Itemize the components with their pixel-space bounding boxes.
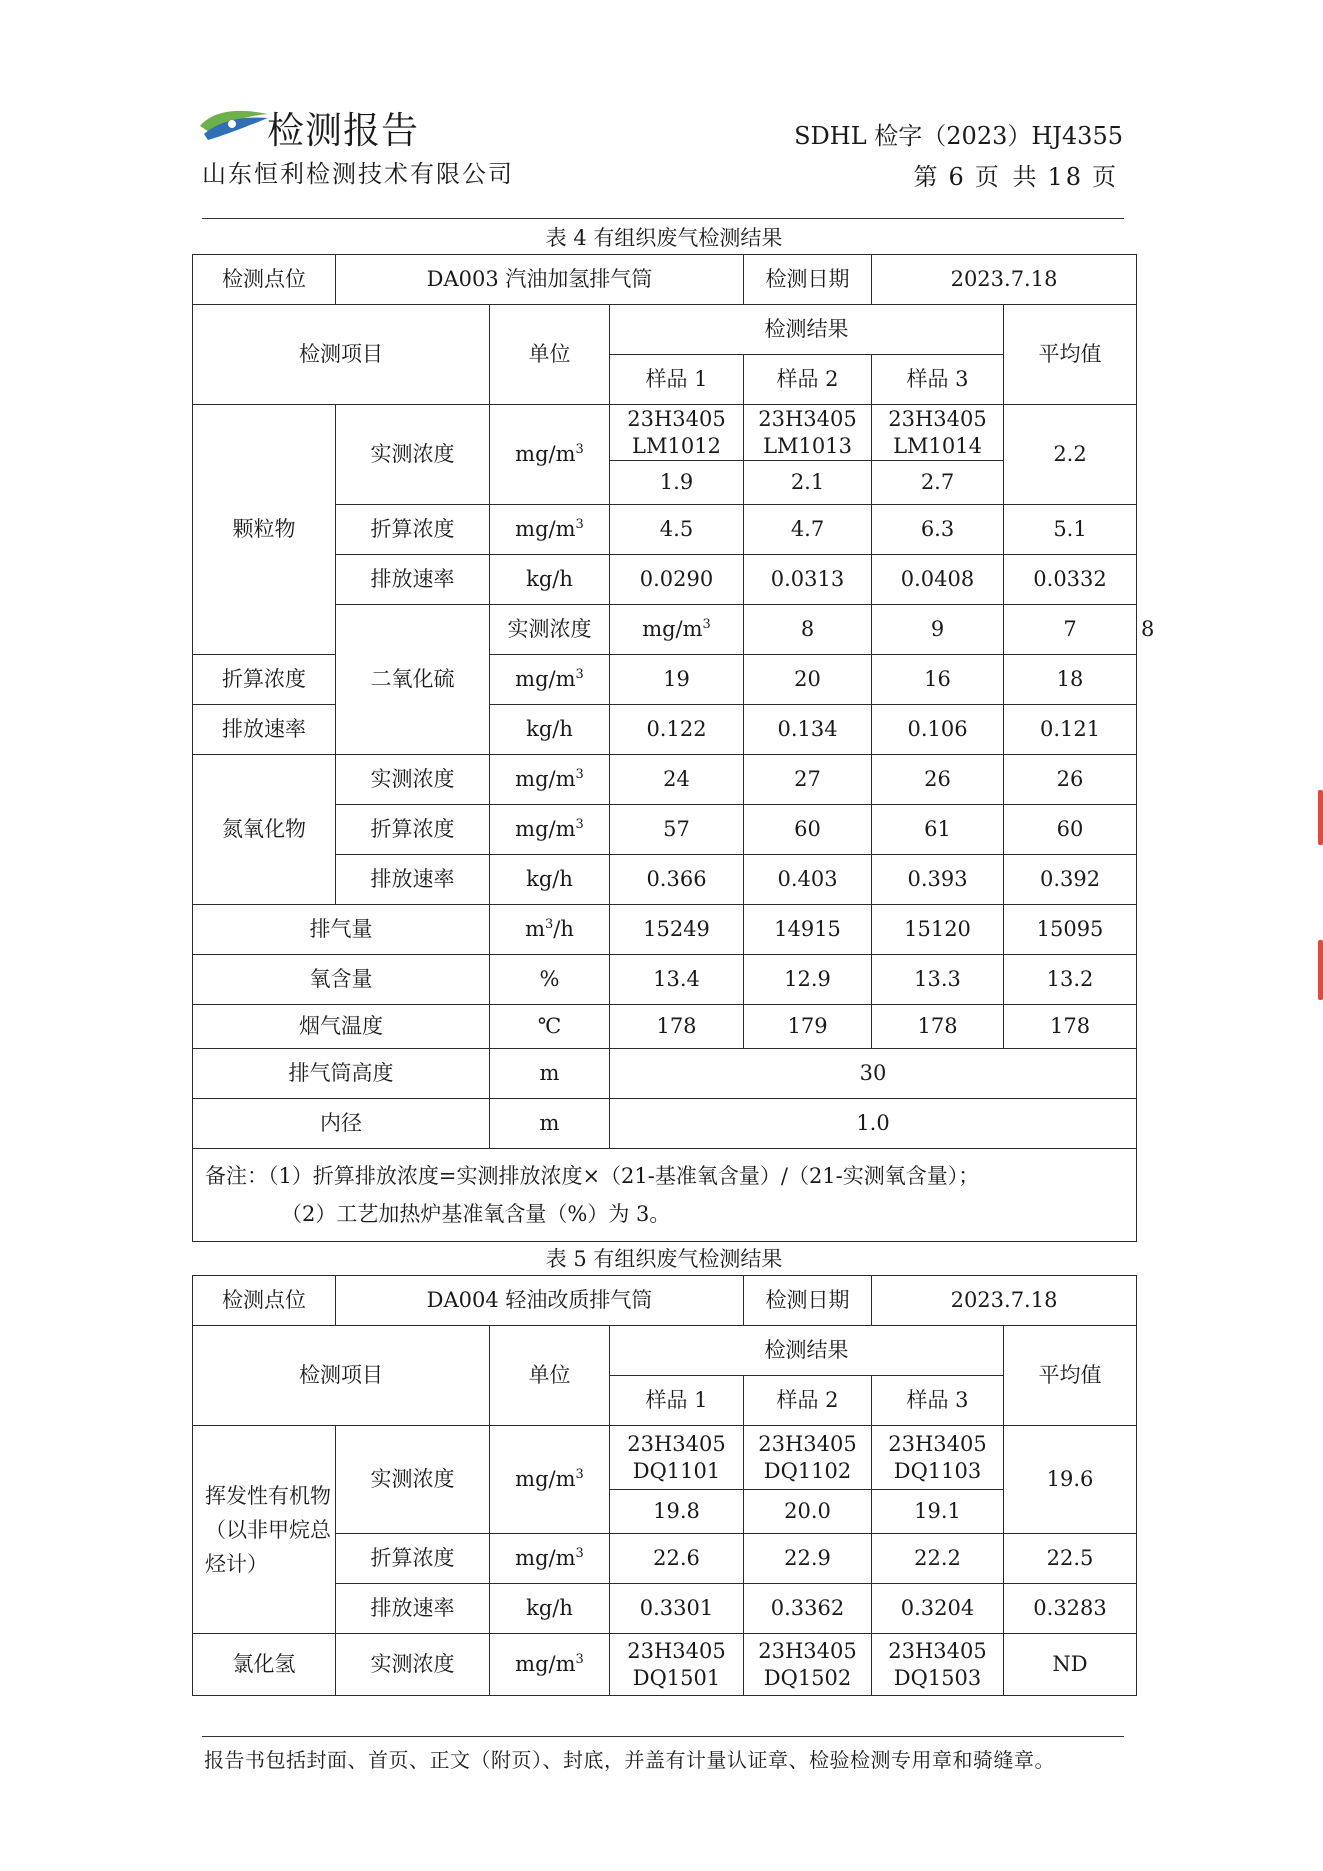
value-cell: 4.5: [610, 505, 744, 555]
label-avg: 平均值: [1004, 305, 1137, 405]
value-cell: 0.393: [872, 855, 1004, 905]
avg-cell: 0.392: [1004, 855, 1137, 905]
label-unit: 单位: [490, 1326, 610, 1426]
converted-label: 折算浓度: [336, 505, 490, 555]
table4: 检测点位 DA003 汽油加氢排气筒 检测日期 2023.7.18 检测项目 单位 检测结果 平均值 样品 1 样品 2 样品 3 颗粒物 实测浓度 $mg/m^3$ 23H3405 LM1012 23H3405 LM1013 23H3405 LM1014 2.2 1.9 2.1 2.7 折算浓度 $mg/m^3$ 4.5 4.7 6.3 5.1 排放速率 kg/h 0.0290 0.0313 0.0408 0.0332 二氧化硫 实测浓度 $mg/m^3$ 8 9 7 8 折算浓度 $mg/m^3$ 19 20 16 18 排放速率 kg/h 0.122 0.134 0.106 0.121 氮氧化物 实测浓度 $mg/m^3$ 24 27 26 26 折算浓度 $mg/m^3$ 57 60 61 60 排放速率 kg/h 0.366 0.403 0.393 0.392 排气量 $m^3/h$ 15249 14915 15120 15095 氧含量 % 13.4 12.9 13.3 13.2 烟气温度 ℃ 178 179 178 178 排气筒高度 m 30 内径 m 1.0 备注：（1）折算排放浓度=实测排放浓度×（21-基准氧含量）/（21-实测氧含量）； （2）工艺加热炉基准氧含量（%）为 3。: [192, 254, 1137, 1242]
page-total: 18: [1047, 163, 1084, 191]
temp-name: 烟气温度: [193, 1005, 490, 1049]
label-results: 检测结果: [610, 305, 1004, 355]
value-cell: 20: [744, 655, 872, 705]
rate-label: 排放速率: [193, 705, 336, 755]
unit-cell: m: [490, 1049, 610, 1099]
note-2: （2）工艺加热炉基准氧含量（%）为 3。: [281, 1202, 671, 1226]
avg-cell: 0.3283: [1004, 1584, 1137, 1634]
value-cell: 22.6: [610, 1534, 744, 1584]
table4-point-value: DA003 汽油加氢排气筒: [336, 255, 744, 305]
unit-cell: kg/h: [490, 705, 610, 755]
sample-code: 23H3405 LM1014: [872, 405, 1004, 461]
value-cell: 2.1: [744, 461, 872, 505]
value-cell: 60: [744, 805, 872, 855]
voc-name: 挥发性有机物（以非甲烷总烃计）: [193, 1426, 336, 1634]
sample-code: 23H3405 DQ1102: [744, 1426, 872, 1490]
value-cell: 0.0313: [744, 555, 872, 605]
table5-point-value: DA004 轻油改质排气筒: [336, 1276, 744, 1326]
company-logo-icon: [198, 104, 270, 144]
value-cell: 2.7: [872, 461, 1004, 505]
pm-measured-unit: $mg/m^3$: [490, 405, 610, 505]
unit-cell: ℃: [490, 1005, 610, 1049]
value-cell: 178: [872, 1005, 1004, 1049]
label-sample-2: 样品 2: [744, 355, 872, 405]
label-date: 检测日期: [744, 1276, 872, 1326]
table4-date-value: 2023.7.18: [872, 255, 1137, 305]
pm-measured-label: 实测浓度: [336, 405, 490, 505]
page-indicator: 第 6 页 共 18 页: [913, 163, 1119, 191]
value-cell: 19.1: [872, 1490, 1004, 1534]
value-cell: 0.122: [610, 705, 744, 755]
unit-cell: kg/h: [490, 1584, 610, 1634]
unit-cell: $mg/m^3$: [490, 805, 610, 855]
footer-divider: [202, 1736, 1124, 1737]
label-sample-1: 样品 1: [610, 355, 744, 405]
sample-code: 23H3405 DQ1103: [872, 1426, 1004, 1490]
report-number: SDHL 检字（2023）HJ4355: [794, 122, 1123, 150]
inner-diameter-name: 内径: [193, 1099, 490, 1149]
oxygen-name: 氧含量: [193, 955, 490, 1005]
note-1: （1）折算排放浓度=实测排放浓度×（21-基准氧含量）/（21-实测氧含量）；: [268, 1164, 980, 1188]
rate-label: 排放速率: [336, 555, 490, 605]
value-cell: 15249: [610, 905, 744, 955]
table4-caption: 表 4 有组织废气检测结果: [545, 226, 783, 250]
label-sample-3: 样品 3: [872, 355, 1004, 405]
stack-height-value: 30: [610, 1049, 1137, 1099]
converted-label: 折算浓度: [336, 1534, 490, 1584]
value-cell: 16: [872, 655, 1004, 705]
value-cell: 0.3204: [872, 1584, 1004, 1634]
voc-measured-unit: $mg/m^3$: [490, 1426, 610, 1534]
avg-cell: 0.121: [1004, 705, 1137, 755]
rate-label: 排放速率: [336, 855, 490, 905]
unit-cell: %: [490, 955, 610, 1005]
seam-stamp-mark: [1318, 790, 1323, 845]
avg-cell: 15095: [1004, 905, 1137, 955]
value-cell: 12.9: [744, 955, 872, 1005]
label-point: 检测点位: [193, 255, 336, 305]
label-item: 检测项目: [193, 305, 490, 405]
unit-cell: m: [490, 1099, 610, 1149]
nox-name: 氮氧化物: [193, 755, 336, 905]
flow-name: 排气量: [193, 905, 490, 955]
hcl-name: 氯化氢: [193, 1634, 336, 1696]
value-cell: 13.3: [872, 955, 1004, 1005]
unit-cell: kg/h: [490, 855, 610, 905]
value-cell: 22.9: [744, 1534, 872, 1584]
measured-label: 实测浓度: [336, 1634, 490, 1696]
rate-label: 排放速率: [336, 1584, 490, 1634]
label-point: 检测点位: [193, 1276, 336, 1326]
sample-code: 23H3405 DQ1501: [610, 1634, 744, 1696]
avg-cell: 178: [1004, 1005, 1137, 1049]
value-cell: 61: [872, 805, 1004, 855]
unit-cell: $mg/m^3$: [490, 755, 610, 805]
measured-label: 实测浓度: [336, 755, 490, 805]
label-item: 检测项目: [193, 1326, 490, 1426]
value-cell: 19: [610, 655, 744, 705]
stack-height-name: 排气筒高度: [193, 1049, 490, 1099]
label-avg: 平均值: [1004, 1326, 1137, 1426]
table5-caption: 表 5 有组织废气检测结果: [545, 1247, 783, 1271]
avg-cell: 60: [1004, 805, 1137, 855]
label-unit: 单位: [490, 305, 610, 405]
value-cell: 0.3301: [610, 1584, 744, 1634]
label-sample-3: 样品 3: [872, 1376, 1004, 1426]
company-name: 山东恒利检测技术有限公司: [202, 160, 514, 188]
so2-name: 二氧化硫: [336, 605, 490, 755]
unit-cell: $mg/m^3$: [610, 605, 744, 655]
value-cell: 7: [1004, 605, 1137, 655]
sample-code: 23H3405 DQ1502: [744, 1634, 872, 1696]
label-sample-2: 样品 2: [744, 1376, 872, 1426]
value-cell: 0.106: [872, 705, 1004, 755]
value-cell: 0.366: [610, 855, 744, 905]
value-cell: 0.403: [744, 855, 872, 905]
value-cell: 22.2: [872, 1534, 1004, 1584]
voc-measured-avg: 19.6: [1004, 1426, 1137, 1534]
value-cell: 0.3362: [744, 1584, 872, 1634]
voc-measured-label: 实测浓度: [336, 1426, 490, 1534]
converted-label: 折算浓度: [336, 805, 490, 855]
value-cell: 0.134: [744, 705, 872, 755]
avg-cell: 5.1: [1004, 505, 1137, 555]
value-cell: 27: [744, 755, 872, 805]
unit-cell: $mg/m^3$: [490, 1534, 610, 1584]
value-cell: 0.0290: [610, 555, 744, 605]
unit-cell: $mg/m^3$: [490, 1634, 610, 1696]
pm-measured-avg: 2.2: [1004, 405, 1137, 505]
unit-cell: $m^3/h$: [490, 905, 610, 955]
sample-code: 23H3405 LM1012: [610, 405, 744, 461]
converted-label: 折算浓度: [193, 655, 336, 705]
note-label: 备注：: [205, 1164, 268, 1188]
value-cell: 8: [744, 605, 872, 655]
avg-cell: 26: [1004, 755, 1137, 805]
label-date: 检测日期: [744, 255, 872, 305]
hcl-avg: ND: [1004, 1634, 1137, 1696]
value-cell: 26: [872, 755, 1004, 805]
avg-cell: 0.0332: [1004, 555, 1137, 605]
table5-date-value: 2023.7.18: [872, 1276, 1137, 1326]
header-divider: [202, 218, 1124, 219]
sample-code: 23H3405 DQ1503: [872, 1634, 1004, 1696]
value-cell: 4.7: [744, 505, 872, 555]
label-results: 检测结果: [610, 1326, 1004, 1376]
value-cell: 13.4: [610, 955, 744, 1005]
measured-label: 实测浓度: [490, 605, 610, 655]
value-cell: 57: [610, 805, 744, 855]
avg-cell: 22.5: [1004, 1534, 1137, 1584]
table4-notes: [193, 1149, 1137, 1242]
value-cell: 9: [872, 605, 1004, 655]
table5: [192, 1275, 1137, 1696]
report-title: 检测报告: [267, 109, 419, 152]
seam-stamp-mark: [1318, 940, 1323, 1000]
value-cell: 15120: [872, 905, 1004, 955]
avg-cell: 13.2: [1004, 955, 1137, 1005]
value-cell: 1.9: [610, 461, 744, 505]
value-cell: 179: [744, 1005, 872, 1049]
unit-cell: $mg/m^3$: [490, 505, 610, 555]
value-cell: 24: [610, 755, 744, 805]
sample-code: 23H3405 LM1013: [744, 405, 872, 461]
page-current: 6: [948, 163, 967, 191]
value-cell: 0.0408: [872, 555, 1004, 605]
sample-code: 23H3405 DQ1101: [610, 1426, 744, 1490]
label-sample-1: 样品 1: [610, 1376, 744, 1426]
value-cell: 178: [610, 1005, 744, 1049]
value-cell: 19.8: [610, 1490, 744, 1534]
inner-diameter-value: 1.0: [610, 1099, 1137, 1149]
value-cell: 14915: [744, 905, 872, 955]
pm-name: 颗粒物: [193, 405, 336, 655]
avg-cell: 18: [1004, 655, 1137, 705]
value-cell: 20.0: [744, 1490, 872, 1534]
footer-note: 报告书包括封面、首页、正文（附页）、封底，并盖有计量认证章、检验检测专用章和骑缝章。: [204, 1748, 1055, 1772]
unit-cell: $mg/m^3$: [490, 655, 610, 705]
unit-cell: kg/h: [490, 555, 610, 605]
value-cell: 6.3: [872, 505, 1004, 555]
